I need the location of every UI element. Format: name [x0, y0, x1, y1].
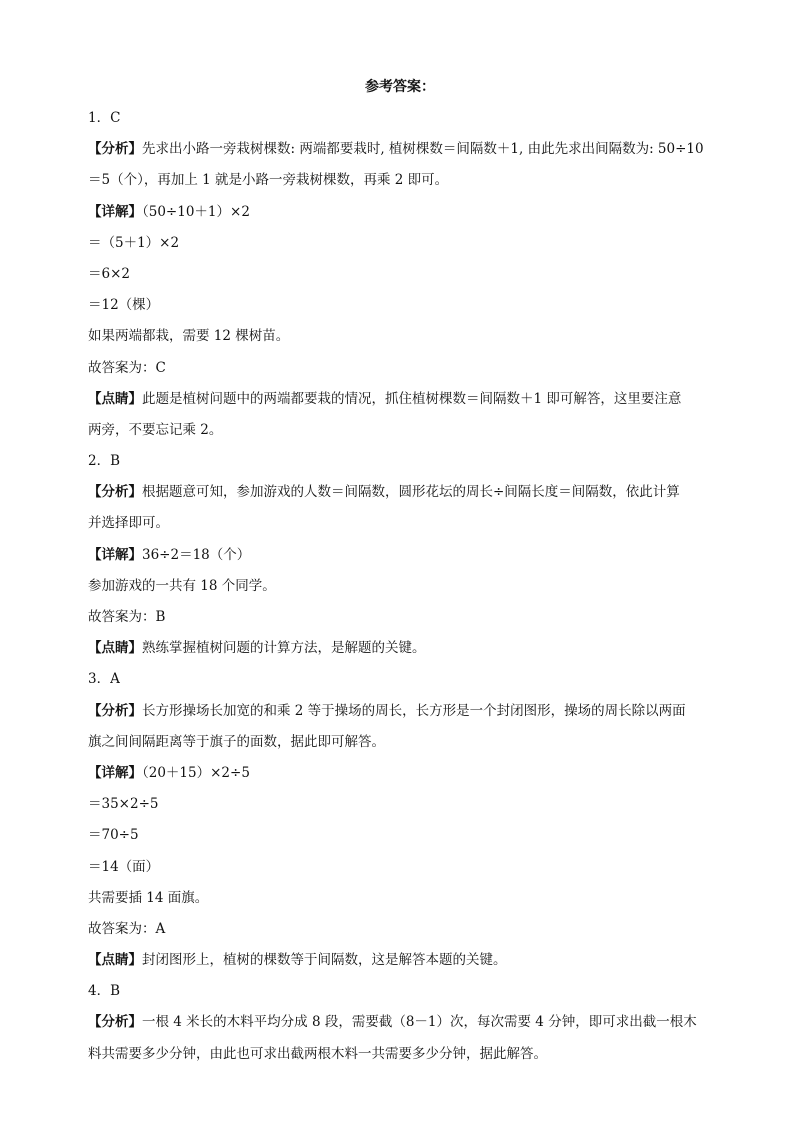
- line-text: 熟练掌握植树问题的计算方法，是解题的关键。: [142, 640, 426, 657]
- text-line: [88, 165, 712, 196]
- line-text: ＝5（个），再加上 1 就是小路一旁栽树棵数，再乘 2 即可。: [88, 172, 449, 189]
- line-text: ＝70÷5: [88, 827, 139, 844]
- line-text: 封闭图形上，植树的棵数等于间隔数，这是解答本题的关键。: [142, 952, 507, 969]
- section-tag: 【详解】: [88, 546, 142, 563]
- text-line: [88, 820, 712, 851]
- section-tag: 【点睛】: [88, 640, 142, 657]
- text-line: [88, 259, 712, 290]
- line-text: 料共需要多少分钟，由此也可求出截两根木料一共需要多少分钟，据此解答。: [88, 1045, 547, 1062]
- line-text: 故答案为：C: [88, 359, 166, 376]
- section-tag: 【分析】: [88, 484, 142, 501]
- line-text: 共需要插 14 面旗。: [88, 889, 209, 906]
- line-text: ＝（5＋1）×2: [88, 234, 180, 251]
- text-line: [88, 976, 712, 1007]
- section-tag: 【分析】: [88, 141, 142, 158]
- text-line: [88, 1039, 712, 1070]
- text-line: [88, 945, 712, 976]
- text-line: [88, 197, 712, 228]
- page-title: 参考答案：: [365, 79, 435, 95]
- text-line: [88, 508, 712, 539]
- section-tag: 【详解】: [88, 764, 142, 781]
- answer-document: [88, 72, 712, 1070]
- line-text: 2．B: [88, 453, 121, 470]
- text-line: [88, 852, 712, 883]
- line-text: 先求出小路一旁栽树棵数: 两端都要栽时, 植树棵数＝间隔数＋1, 由此先求出间隔数为: 50÷10: [142, 141, 704, 158]
- text-line: [88, 914, 712, 945]
- line-text: ＝12（棵）: [88, 297, 160, 314]
- line-text: 36÷2＝18（个）: [142, 546, 251, 563]
- line-text: 4．B: [88, 983, 121, 1000]
- line-text: （50÷10＋1）×2: [142, 203, 250, 220]
- line-text: ＝35×2÷5: [88, 796, 159, 813]
- text-line: [88, 103, 712, 134]
- section-tag: 【点睛】: [88, 952, 142, 969]
- line-text: 参加游戏的一共有 18 个同学。: [88, 577, 276, 594]
- line-text: 并选择即可。: [88, 515, 169, 532]
- line-text: 故答案为：A: [88, 920, 166, 937]
- section-tag: 【分析】: [88, 702, 142, 719]
- text-line: [88, 664, 712, 695]
- line-text: 旗之间间隔距离等于旗子的面数，据此即可解答。: [88, 733, 385, 750]
- line-text: 两旁，不要忘记乘 2。: [88, 421, 223, 438]
- text-line: [88, 727, 712, 758]
- text-line: [88, 384, 712, 415]
- line-text: 故答案为：B: [88, 609, 166, 625]
- text-line: [88, 228, 712, 259]
- line-text: 根据题意可知，参加游戏的人数＝间隔数，圆形花坛的周长÷间隔长度＝间隔数，依此计算: [142, 484, 680, 501]
- line-text: 3．A: [88, 671, 120, 688]
- text-line: [88, 134, 712, 165]
- line-text: 1．C: [88, 110, 121, 126]
- line-text: 一根 4 米长的木料平均分成 8 段，需要截（8－1）次，每次需要 4 分钟，即可求出截一根木: [142, 1014, 697, 1031]
- text-line: [88, 446, 712, 477]
- text-line: [88, 1007, 712, 1038]
- section-tag: 【点睛】: [88, 390, 142, 407]
- text-line: [88, 789, 712, 820]
- line-text: 如果两端都栽，需要 12 棵树苗。: [88, 328, 290, 345]
- line-text: 长方形操场长加宽的和乘 2 等于操场的周长，长方形是一个封闭图形，操场的周长除以两面: [142, 702, 686, 719]
- line-text: （20＋15）×2÷5: [142, 764, 250, 781]
- text-line: [88, 353, 712, 384]
- text-line: [88, 321, 712, 352]
- text-line: [88, 696, 712, 727]
- text-line: [88, 571, 712, 602]
- text-line: [88, 883, 712, 914]
- answer-body: [88, 103, 712, 1070]
- section-tag: 【详解】: [88, 203, 142, 220]
- text-line: [88, 602, 712, 633]
- line-text: ＝6×2: [88, 265, 130, 282]
- text-line: [88, 415, 712, 446]
- line-text: 此题是植树问题中的两端都要栽的情况，抓住植树棵数＝间隔数＋1 即可解答，这里要注意: [142, 390, 682, 407]
- text-line: [88, 633, 712, 664]
- text-line: [88, 540, 712, 571]
- line-text: ＝14（面）: [88, 858, 160, 875]
- text-line: [88, 290, 712, 321]
- text-line: [88, 477, 712, 508]
- section-tag: 【分析】: [88, 1014, 142, 1031]
- text-line: [88, 758, 712, 789]
